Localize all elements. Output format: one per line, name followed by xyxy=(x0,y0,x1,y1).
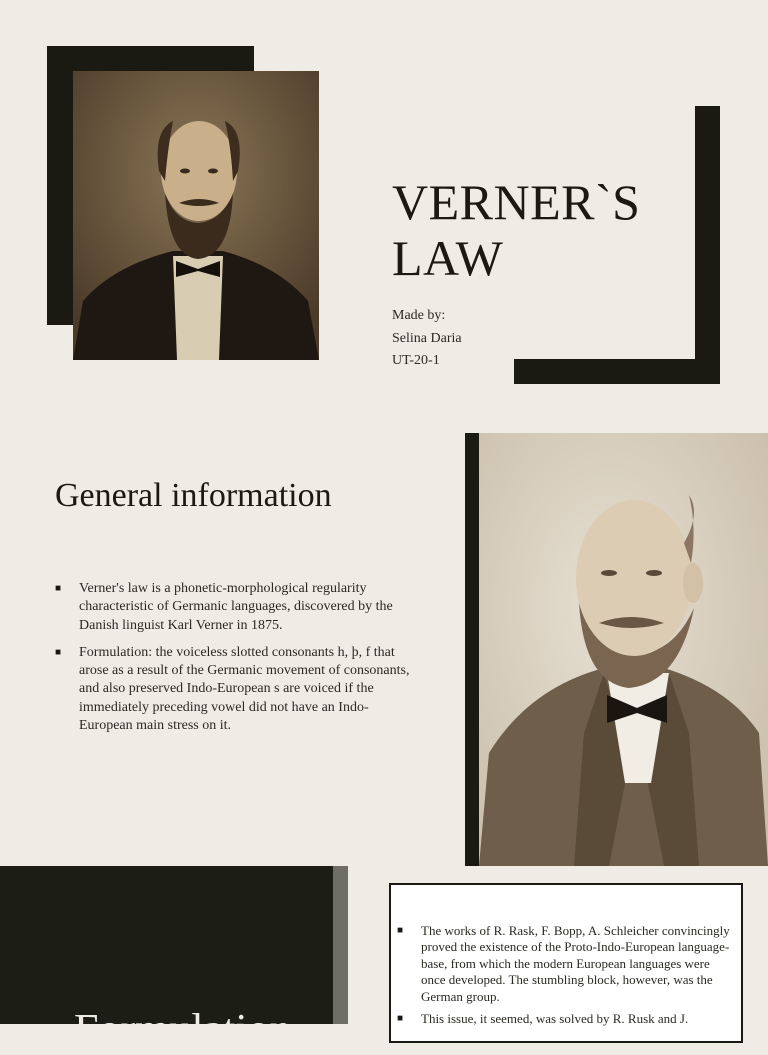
bullet-text: This issue, it seemed, was solved by R. Rusk and J. xyxy=(421,1011,689,1027)
list-item xyxy=(397,923,732,1005)
photo-side-bar xyxy=(465,433,479,866)
author-name: Selina Daria xyxy=(392,330,462,346)
portrait-photo-2 xyxy=(479,433,768,866)
title-line-2: LAW xyxy=(392,230,504,286)
dark-heading-panel xyxy=(0,866,333,1024)
bullet-square-icon: ■ xyxy=(55,583,62,594)
section-heading-formulation: Formulation xyxy=(74,1005,292,1054)
made-by-label: Made by: xyxy=(392,308,446,323)
portrait-photo-1 xyxy=(73,71,319,360)
list-item xyxy=(397,1011,732,1027)
panel-shadow-edge xyxy=(333,866,348,1024)
section-heading-general: General information xyxy=(55,477,332,514)
list-item xyxy=(55,580,415,635)
list-item xyxy=(55,644,415,735)
general-bullet-list xyxy=(55,580,415,744)
author-byline xyxy=(392,305,462,373)
bullet-text: Formulation: the voiceless slotted consonants h, þ, f that arose as a result of the Germanic movement of consonants, and also preserved Indo-European s are voiced if the immediately preceding vowel did not have an Indo-European main stress on it. xyxy=(79,644,410,734)
bullet-text: The works of R. Rask, F. Bopp, A. Schleicher convincingly proved the existence of the Proto-Indo-European language-base, from which the modern European languages were once developed. The stumbling block, however, was the German group. xyxy=(421,923,730,1004)
slide-title xyxy=(392,174,692,286)
author-group: UT-20-1 xyxy=(392,353,440,368)
bullet-text: Verner's law is a phonetic-morphological regularity characteristic of Germanic languages, discovered by the Danish linguist Karl Verner in 1875. xyxy=(79,581,393,633)
title-line-1: VERNER`S xyxy=(392,174,641,230)
bullet-square-icon: ■ xyxy=(397,925,404,936)
bullet-square-icon: ■ xyxy=(397,1013,404,1025)
formulation-text-box xyxy=(389,883,743,1043)
bullet-square-icon: ■ xyxy=(55,646,62,658)
formulation-bullet-list xyxy=(397,923,732,1033)
